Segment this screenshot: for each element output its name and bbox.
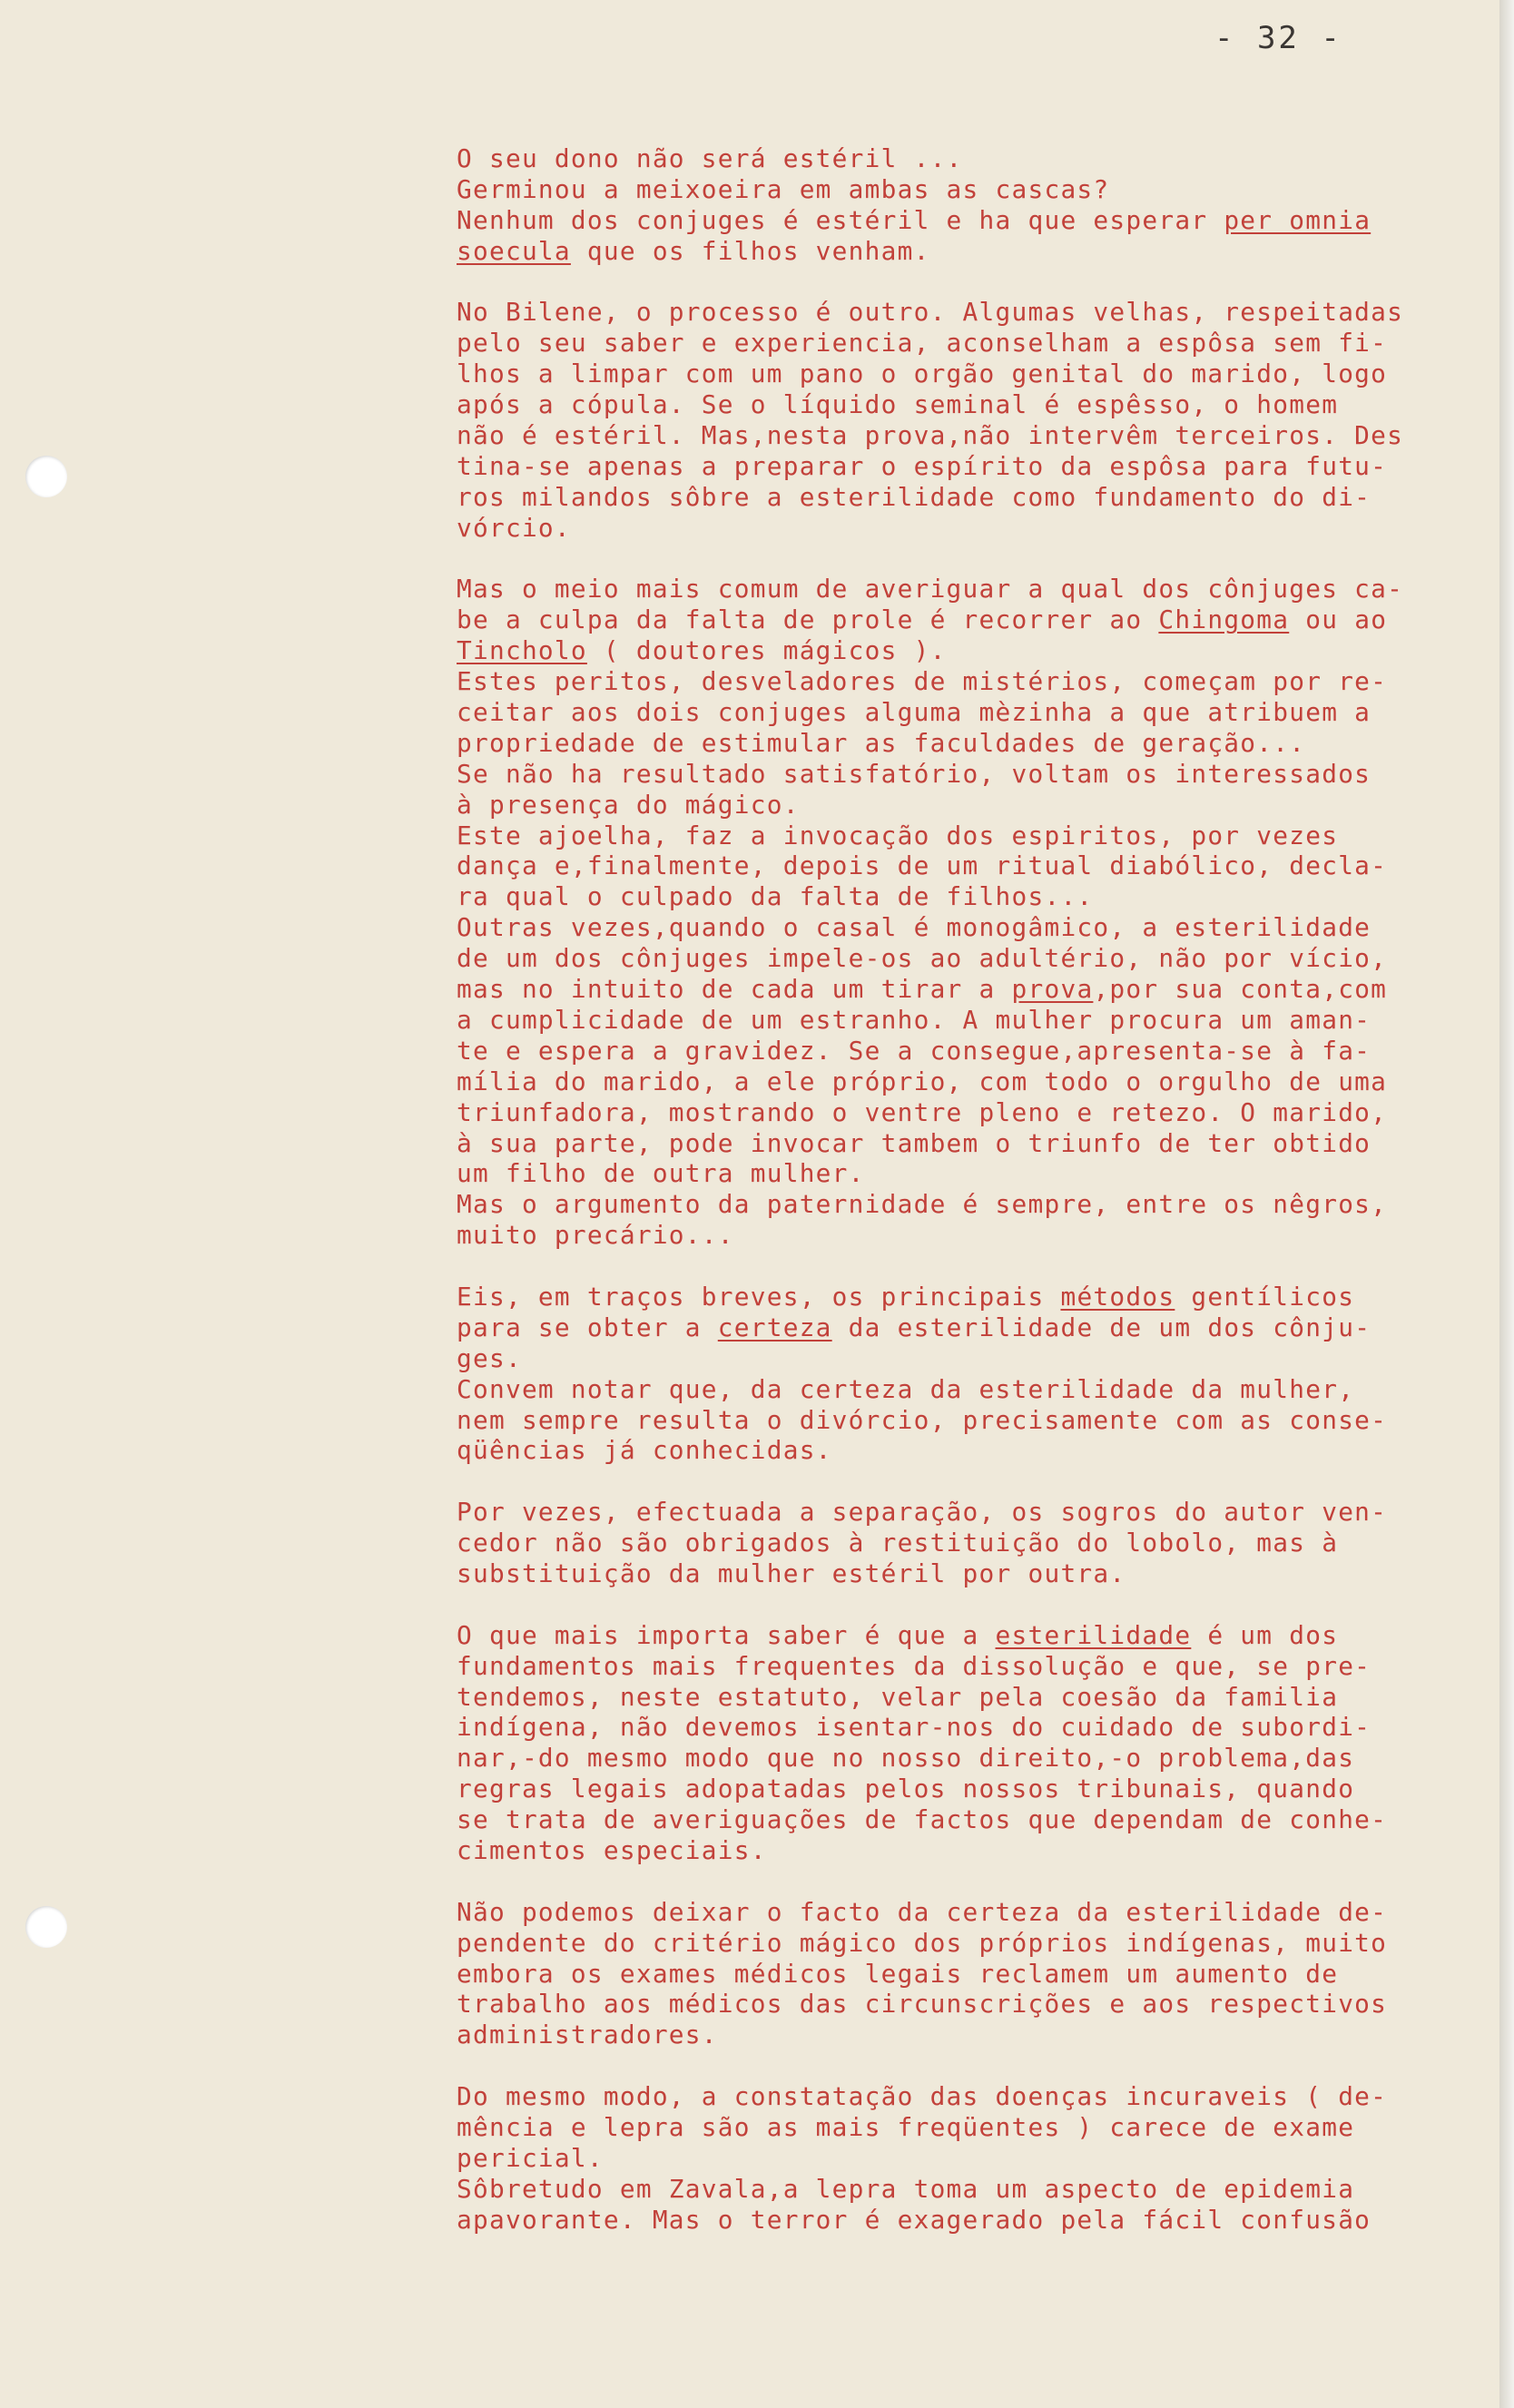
- text-segment: da esterilidade de um dos cônju-: [831, 1312, 1371, 1342]
- text-segment: cimentos especiais.: [457, 1834, 767, 1865]
- text-line: [457, 1682, 1403, 1713]
- paragraph-gap: [457, 544, 1403, 575]
- text-segment: Sôbretudo em Zavala,a lepra toma um aspecto de epidemia: [457, 2173, 1355, 2204]
- paragraph-gap: [457, 1251, 1403, 1282]
- sheet-edge: [1499, 0, 1514, 2408]
- text-line: [457, 2205, 1403, 2236]
- text-line: [457, 2020, 1403, 2050]
- text-line: [457, 1804, 1403, 1835]
- text-line: [457, 1712, 1403, 1743]
- text-segment: ges.: [457, 1342, 522, 1373]
- text-segment: cedor não são obrigados à restituição do lobolo, mas à: [457, 1528, 1339, 1558]
- paragraph-gap: [457, 1589, 1403, 1620]
- text-line: [457, 1989, 1403, 2020]
- punch-hole-top: [25, 456, 67, 497]
- text-segment: dança e,finalmente, depois de um ritual diabólico, decla-: [457, 850, 1388, 881]
- text-line: [457, 236, 1403, 267]
- text-line: [457, 1897, 1403, 1928]
- text-line: [457, 1651, 1403, 1682]
- text-line: [457, 389, 1403, 420]
- text-line: [457, 1620, 1403, 1651]
- text-segment: lhos a limpar com um pano o orgão genital do marido, logo: [457, 359, 1388, 389]
- text-segment: ou ao: [1289, 604, 1388, 635]
- text-line: [457, 790, 1403, 821]
- text-line: [457, 1005, 1403, 1036]
- text-segment: para se obter a: [457, 1312, 718, 1342]
- text-segment: de um dos cônjuges impele-os ao adultério, não por vício,: [457, 943, 1388, 974]
- text-line: [457, 974, 1403, 1005]
- text-line: [457, 1036, 1403, 1066]
- text-segment: a cumplicidade de um estranho. A mulher procura um aman-: [457, 1004, 1371, 1035]
- text-line: [457, 174, 1403, 205]
- underlined-text: per omnia: [1224, 204, 1371, 235]
- text-segment: Por vezes, efectuada a separação, os sogros do autor ven-: [457, 1497, 1388, 1528]
- text-segment: apavorante. Mas o terror é exagerado pela fácil confusão: [457, 2204, 1371, 2235]
- text-line: [457, 143, 1403, 174]
- text-line: [457, 1374, 1403, 1405]
- text-segment: vórcio.: [457, 512, 571, 543]
- text-segment: pericial.: [457, 2142, 604, 2173]
- text-segment: mência e lepra são as mais freqüentes ) carece de exame: [457, 2112, 1355, 2142]
- text-line: [457, 1558, 1403, 1589]
- text-line: [457, 2081, 1403, 2112]
- text-segment: mas no intuito de cada um tirar a: [457, 974, 1012, 1005]
- underlined-text: soecula: [457, 235, 571, 266]
- text-segment: não é estéril. Mas,nesta prova,não intervêm terceiros. Des: [457, 420, 1404, 451]
- text-segment: Mas o meio mais comum de averiguar a qual dos cônjuges ca-: [457, 574, 1404, 604]
- text-segment: Mas o argumento da paternidade é sempre, entre os nêgros,: [457, 1189, 1388, 1220]
- text-segment: é um dos: [1191, 1619, 1339, 1650]
- text-segment: Se não ha resultado satisfatório, voltam os interessados: [457, 758, 1371, 789]
- text-segment: qüências já conhecidas.: [457, 1435, 832, 1466]
- text-line: [457, 328, 1403, 359]
- text-segment: indígena, não devemos isentar-nos do cuidado de subordi-: [457, 1712, 1371, 1743]
- text-segment: que os filhos venham.: [570, 235, 930, 266]
- text-segment: Estes peritos, desveladores de mistérios, começam por re-: [457, 666, 1388, 697]
- text-line: [457, 359, 1403, 389]
- text-line: [457, 1959, 1403, 1990]
- paragraph-gap: [457, 1466, 1403, 1497]
- text-line: [457, 1835, 1403, 1866]
- text-segment: propriedade de estimular as faculdades de geração...: [457, 727, 1306, 758]
- text-line: [457, 1405, 1403, 1436]
- text-segment: Convem notar que, da certeza da esterilidade da mulher,: [457, 1373, 1355, 1404]
- text-line: [457, 912, 1403, 943]
- text-line: [457, 1066, 1403, 1097]
- paragraph-gap: [457, 1866, 1403, 1897]
- text-line: [457, 1128, 1403, 1159]
- text-line: [457, 759, 1403, 790]
- underlined-text: Tincholo: [457, 635, 587, 666]
- text-segment: Eis, em traços breves, os principais: [457, 1281, 1061, 1312]
- text-line: [457, 1282, 1403, 1312]
- text-segment: nar,-do mesmo modo que no nosso direito,-o problema,das: [457, 1743, 1355, 1774]
- text-segment: O que mais importa saber é que a: [457, 1619, 996, 1650]
- text-line: [457, 482, 1403, 513]
- page-number: - 32 -: [1214, 20, 1342, 56]
- text-segment: administradores.: [457, 2020, 718, 2050]
- text-segment: tina-se apenas a preparar o espírito da espôsa para futu-: [457, 450, 1388, 481]
- text-segment: Do mesmo modo, a constatação das doenças incuraveis ( de-: [457, 2081, 1388, 2112]
- text-line: [457, 728, 1403, 759]
- text-line: [457, 697, 1403, 728]
- text-line: [457, 1189, 1403, 1220]
- text-line: [457, 1435, 1403, 1466]
- text-segment: tendemos, neste estatuto, velar pela coesão da familia: [457, 1681, 1339, 1712]
- text-segment: substituição da mulher estéril por outra.: [457, 1558, 1126, 1588]
- text-segment: te e espera a gravidez. Se a consegue,apresenta-se à fa-: [457, 1035, 1371, 1066]
- text-segment: Outras vezes,quando o casal é monogâmico, a esterilidade: [457, 912, 1371, 943]
- text-segment: Não podemos deixar o facto da certeza da esterilidade de-: [457, 1896, 1388, 1927]
- text-segment: um filho de outra mulher.: [457, 1158, 865, 1189]
- text-line: [457, 513, 1403, 544]
- text-line: [457, 1343, 1403, 1374]
- text-line: [457, 2174, 1403, 2205]
- text-line: [457, 1743, 1403, 1774]
- text-segment: à presença do mágico.: [457, 789, 800, 820]
- text-segment: à sua parte, pode invocar tambem o triunfo de ter obtido: [457, 1127, 1371, 1158]
- text-segment: Germinou a meixoeira em ambas as cascas?: [457, 173, 1110, 204]
- text-segment: pelo seu saber e experiencia, aconselham a espôsa sem fi-: [457, 328, 1388, 359]
- text-segment: fundamentos mais frequentes da dissolução e que, se pre-: [457, 1650, 1371, 1681]
- text-segment: trabalho aos médicos das circunscrições e aos respectivos: [457, 1989, 1388, 2020]
- paragraph-gap: [457, 267, 1403, 298]
- text-segment: No Bilene, o processo é outro. Algumas velhas, respeitadas: [457, 297, 1404, 328]
- text-line: [457, 635, 1403, 666]
- text-segment: Este ajoelha, faz a invocação dos espiritos, por vezes: [457, 820, 1339, 850]
- text-line: [457, 1497, 1403, 1528]
- text-segment: mília do marido, a ele próprio, com todo o orgulho de uma: [457, 1066, 1388, 1096]
- text-line: [457, 451, 1403, 482]
- text-segment: nem sempre resulta o divórcio, precisamente com as conse-: [457, 1404, 1388, 1435]
- text-segment: triunfadora, mostrando o ventre pleno e retezo. O marido,: [457, 1096, 1388, 1127]
- text-line: [457, 666, 1403, 697]
- text-segment: se trata de averiguações de factos que dependam de conhe-: [457, 1804, 1388, 1835]
- underlined-text: prova: [1011, 974, 1094, 1005]
- text-line: [457, 205, 1403, 236]
- text-line: [457, 1528, 1403, 1558]
- underlined-text: Chingoma: [1158, 604, 1290, 635]
- text-segment: O seu dono não será estéril ...: [457, 143, 963, 173]
- text-line: [457, 1928, 1403, 1959]
- text-line: [457, 943, 1403, 974]
- underlined-text: certeza: [717, 1312, 832, 1342]
- text-line: [457, 604, 1403, 635]
- text-line: [457, 574, 1403, 604]
- text-segment: regras legais adopatadas pelos nossos tribunais, quando: [457, 1774, 1355, 1804]
- text-segment: muito precário...: [457, 1220, 734, 1251]
- text-segment: ,por sua conta,com: [1093, 974, 1388, 1005]
- text-segment: pendente do critério mágico dos próprios indígenas, muito: [457, 1927, 1388, 1958]
- text-segment: ( doutores mágicos ).: [586, 635, 947, 666]
- punch-hole-bottom: [25, 1906, 67, 1948]
- paragraph-gap: [457, 2050, 1403, 2081]
- text-line: [457, 850, 1403, 881]
- text-line: [457, 2143, 1403, 2174]
- text-line: [457, 1312, 1403, 1343]
- text-line: [457, 1220, 1403, 1251]
- text-line: [457, 2112, 1403, 2143]
- text-segment: ceitar aos dois conjuges alguma mèzinha a que atribuem a: [457, 697, 1371, 728]
- text-segment: embora os exames médicos legais reclamem um aumento de: [457, 1958, 1339, 1989]
- text-segment: Nenhum dos conjuges é estéril e ha que esperar: [457, 204, 1224, 235]
- underlined-text: métodos: [1060, 1281, 1175, 1312]
- text-segment: após a cópula. Se o líquido seminal é espêsso, o homem: [457, 389, 1339, 420]
- text-segment: ra qual o culpado da falta de filhos...: [457, 881, 1094, 912]
- text-line: [457, 297, 1403, 328]
- text-line: [457, 1097, 1403, 1128]
- text-segment: gentílicos: [1175, 1281, 1355, 1312]
- text-line: [457, 1774, 1403, 1804]
- text-line: [457, 881, 1403, 912]
- text-segment: ros milandos sôbre a esterilidade como fundamento do di-: [457, 481, 1371, 512]
- typed-text-body: [457, 143, 1403, 2236]
- text-line: [457, 420, 1403, 451]
- text-line: [457, 1158, 1403, 1189]
- text-segment: be a culpa da falta de prole é recorrer ao: [457, 604, 1159, 635]
- text-line: [457, 821, 1403, 851]
- underlined-text: esterilidade: [995, 1619, 1192, 1650]
